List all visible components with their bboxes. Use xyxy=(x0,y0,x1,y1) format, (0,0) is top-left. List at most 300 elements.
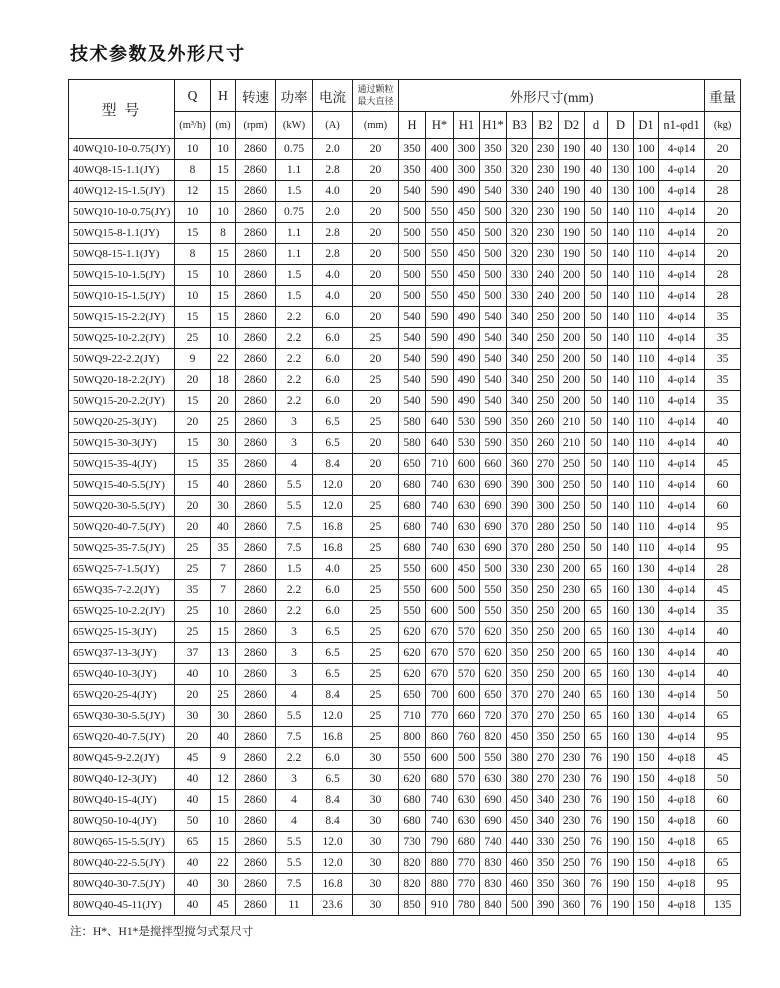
value-cell: 130 xyxy=(608,160,634,181)
value-cell: 680 xyxy=(399,517,426,538)
value-cell: 76 xyxy=(585,895,608,916)
value-cell: 20 xyxy=(353,454,399,475)
value-cell: 25 xyxy=(175,601,211,622)
value-cell: 65 xyxy=(585,706,608,727)
value-cell: 680 xyxy=(399,475,426,496)
value-cell: 20 xyxy=(211,391,236,412)
value-cell: 40 xyxy=(585,139,608,160)
value-cell: 110 xyxy=(634,265,659,286)
value-cell: 30 xyxy=(353,769,399,790)
unit-power: (kW) xyxy=(276,112,313,139)
value-cell: 350 xyxy=(507,601,533,622)
value-cell: 110 xyxy=(634,307,659,328)
value-cell: 590 xyxy=(426,391,454,412)
value-cell: 230 xyxy=(559,580,585,601)
value-cell: 65 xyxy=(585,727,608,748)
value-cell: 150 xyxy=(634,811,659,832)
value-cell: 130 xyxy=(634,601,659,622)
value-cell: 4.0 xyxy=(313,559,353,580)
value-cell: 270 xyxy=(533,748,559,769)
value-cell: 320 xyxy=(507,244,533,265)
value-cell: 10 xyxy=(175,202,211,223)
table-row xyxy=(69,832,741,853)
value-cell: 6.0 xyxy=(313,328,353,349)
value-cell: 10 xyxy=(211,328,236,349)
value-cell: 65 xyxy=(585,685,608,706)
value-cell: 450 xyxy=(454,244,480,265)
model-cell: 65WQ25-7-1.5(JY) xyxy=(69,559,175,580)
value-cell: 12 xyxy=(175,181,211,202)
value-cell: 740 xyxy=(426,811,454,832)
model-cell: 40WQ12-15-1.5(JY) xyxy=(69,181,175,202)
value-cell: 110 xyxy=(634,370,659,391)
value-cell: 690 xyxy=(480,475,507,496)
value-cell: 4-φ14 xyxy=(659,223,705,244)
value-cell: 760 xyxy=(454,727,480,748)
value-cell: 15 xyxy=(211,181,236,202)
value-cell: 65 xyxy=(585,643,608,664)
value-cell: 450 xyxy=(454,559,480,580)
value-cell: 8.4 xyxy=(313,811,353,832)
dim-header-bolt-holes: n1-φd1 xyxy=(659,112,705,139)
value-cell: 40 xyxy=(211,475,236,496)
value-cell: 10 xyxy=(175,139,211,160)
value-cell: 200 xyxy=(559,286,585,307)
value-cell: 7.5 xyxy=(276,727,313,748)
model-cell: 65WQ25-10-2.2(JY) xyxy=(69,601,175,622)
value-cell: 4-φ14 xyxy=(659,580,705,601)
value-cell: 25 xyxy=(175,622,211,643)
value-cell: 570 xyxy=(454,664,480,685)
value-cell: 380 xyxy=(507,748,533,769)
value-cell: 50 xyxy=(585,454,608,475)
value-cell: 150 xyxy=(634,832,659,853)
model-cell: 80WQ40-12-3(JY) xyxy=(69,769,175,790)
value-cell: 50 xyxy=(585,349,608,370)
value-cell: 590 xyxy=(426,370,454,391)
value-cell: 4-φ14 xyxy=(659,181,705,202)
value-cell: 140 xyxy=(608,475,634,496)
value-cell: 50 xyxy=(585,286,608,307)
value-cell: 140 xyxy=(608,307,634,328)
table-row xyxy=(69,139,741,160)
value-cell: 50 xyxy=(585,433,608,454)
value-cell: 620 xyxy=(480,643,507,664)
value-cell: 320 xyxy=(507,160,533,181)
value-cell: 140 xyxy=(608,244,634,265)
value-cell: 110 xyxy=(634,538,659,559)
value-cell: 2.2 xyxy=(276,601,313,622)
value-cell: 95 xyxy=(705,874,741,895)
value-cell: 700 xyxy=(426,685,454,706)
value-cell: 250 xyxy=(533,328,559,349)
value-cell: 10 xyxy=(211,265,236,286)
value-cell: 270 xyxy=(533,685,559,706)
value-cell: 4-φ14 xyxy=(659,559,705,580)
value-cell: 1.5 xyxy=(276,265,313,286)
value-cell: 76 xyxy=(585,874,608,895)
value-cell: 770 xyxy=(454,853,480,874)
value-cell: 260 xyxy=(533,412,559,433)
value-cell: 40 xyxy=(705,433,741,454)
value-cell: 230 xyxy=(533,559,559,580)
value-cell: 540 xyxy=(480,349,507,370)
value-cell: 250 xyxy=(559,454,585,475)
value-cell: 230 xyxy=(533,223,559,244)
value-cell: 840 xyxy=(480,895,507,916)
value-cell: 200 xyxy=(559,622,585,643)
value-cell: 160 xyxy=(608,664,634,685)
value-cell: 650 xyxy=(480,685,507,706)
value-cell: 150 xyxy=(634,874,659,895)
value-cell: 250 xyxy=(533,391,559,412)
value-cell: 2860 xyxy=(236,244,276,265)
value-cell: 2860 xyxy=(236,706,276,727)
value-cell: 20 xyxy=(175,412,211,433)
table-row xyxy=(69,433,741,454)
value-cell: 37 xyxy=(175,643,211,664)
value-cell: 40 xyxy=(585,160,608,181)
value-cell: 500 xyxy=(454,580,480,601)
value-cell: 16.8 xyxy=(313,727,353,748)
value-cell: 500 xyxy=(507,895,533,916)
value-cell: 50 xyxy=(705,769,741,790)
model-cell: 50WQ25-35-7.5(JY) xyxy=(69,538,175,559)
value-cell: 6.5 xyxy=(313,412,353,433)
value-cell: 500 xyxy=(399,244,426,265)
table-row xyxy=(69,349,741,370)
value-cell: 100 xyxy=(634,160,659,181)
dim-header-H: H xyxy=(399,112,426,139)
value-cell: 20 xyxy=(353,265,399,286)
unit-max-particle: (mm) xyxy=(353,112,399,139)
model-cell: 65WQ35-7-2.2(JY) xyxy=(69,580,175,601)
table-row xyxy=(69,244,741,265)
value-cell: 620 xyxy=(480,664,507,685)
value-cell: 130 xyxy=(608,139,634,160)
value-cell: 330 xyxy=(507,559,533,580)
value-cell: 20 xyxy=(353,181,399,202)
value-cell: 20 xyxy=(705,160,741,181)
value-cell: 780 xyxy=(454,895,480,916)
value-cell: 4-φ14 xyxy=(659,475,705,496)
value-cell: 540 xyxy=(480,307,507,328)
value-cell: 540 xyxy=(480,391,507,412)
value-cell: 210 xyxy=(559,433,585,454)
value-cell: 350 xyxy=(480,160,507,181)
model-cell: 50WQ9-22-2.2(JY) xyxy=(69,349,175,370)
value-cell: 2860 xyxy=(236,328,276,349)
value-cell: 8 xyxy=(175,160,211,181)
value-cell: 30 xyxy=(353,895,399,916)
value-cell: 50 xyxy=(585,202,608,223)
value-cell: 250 xyxy=(559,706,585,727)
value-cell: 690 xyxy=(480,496,507,517)
value-cell: 15 xyxy=(175,223,211,244)
value-cell: 140 xyxy=(608,223,634,244)
value-cell: 790 xyxy=(426,832,454,853)
value-cell: 140 xyxy=(608,538,634,559)
value-cell: 2860 xyxy=(236,727,276,748)
value-cell: 350 xyxy=(480,139,507,160)
unit-current: (A) xyxy=(313,112,353,139)
value-cell: 570 xyxy=(454,643,480,664)
value-cell: 140 xyxy=(608,286,634,307)
value-cell: 95 xyxy=(705,517,741,538)
dim-header-d: d xyxy=(585,112,608,139)
value-cell: 620 xyxy=(399,643,426,664)
value-cell: 150 xyxy=(634,748,659,769)
value-cell: 500 xyxy=(399,223,426,244)
value-cell: 3 xyxy=(276,622,313,643)
table-row xyxy=(69,223,741,244)
value-cell: 2860 xyxy=(236,874,276,895)
value-cell: 20 xyxy=(175,496,211,517)
model-cell: 50WQ15-10-1.5(JY) xyxy=(69,265,175,286)
model-cell: 65WQ40-10-3(JY) xyxy=(69,664,175,685)
value-cell: 4-φ18 xyxy=(659,748,705,769)
value-cell: 6.0 xyxy=(313,580,353,601)
model-cell: 65WQ37-13-3(JY) xyxy=(69,643,175,664)
value-cell: 190 xyxy=(608,790,634,811)
value-cell: 8 xyxy=(175,244,211,265)
dim-header-D1: D1 xyxy=(634,112,659,139)
value-cell: 25 xyxy=(353,601,399,622)
value-cell: 2.2 xyxy=(276,391,313,412)
value-cell: 190 xyxy=(608,895,634,916)
value-cell: 380 xyxy=(507,769,533,790)
value-cell: 270 xyxy=(533,769,559,790)
value-cell: 500 xyxy=(399,265,426,286)
value-cell: 6.0 xyxy=(313,601,353,622)
value-cell: 140 xyxy=(608,496,634,517)
value-cell: 30 xyxy=(211,706,236,727)
value-cell: 60 xyxy=(705,790,741,811)
value-cell: 240 xyxy=(533,181,559,202)
table-row xyxy=(69,391,741,412)
value-cell: 2860 xyxy=(236,223,276,244)
value-cell: 540 xyxy=(399,181,426,202)
header-row-labels xyxy=(69,80,741,112)
value-cell: 230 xyxy=(533,160,559,181)
value-cell: 110 xyxy=(634,391,659,412)
value-cell: 690 xyxy=(480,538,507,559)
table-row xyxy=(69,790,741,811)
value-cell: 40 xyxy=(705,664,741,685)
value-cell: 2860 xyxy=(236,433,276,454)
value-cell: 25 xyxy=(353,622,399,643)
value-cell: 20 xyxy=(353,244,399,265)
table-row xyxy=(69,517,741,538)
col-header-weight: 重量 xyxy=(705,80,741,112)
value-cell: 20 xyxy=(175,727,211,748)
value-cell: 65 xyxy=(585,580,608,601)
value-cell: 20 xyxy=(175,685,211,706)
value-cell: 240 xyxy=(533,286,559,307)
col-header-speed: 转速 xyxy=(236,80,276,112)
value-cell: 20 xyxy=(353,223,399,244)
value-cell: 4-φ18 xyxy=(659,874,705,895)
table-row xyxy=(69,685,741,706)
value-cell: 850 xyxy=(399,895,426,916)
value-cell: 12.0 xyxy=(313,496,353,517)
value-cell: 1.1 xyxy=(276,244,313,265)
value-cell: 4-φ14 xyxy=(659,517,705,538)
page-title: 技术参数及外形尺寸 xyxy=(70,44,246,64)
value-cell: 210 xyxy=(559,412,585,433)
value-cell: 490 xyxy=(454,391,480,412)
value-cell: 550 xyxy=(426,286,454,307)
value-cell: 580 xyxy=(399,412,426,433)
value-cell: 15 xyxy=(175,391,211,412)
model-cell: 50WQ15-40-5.5(JY) xyxy=(69,475,175,496)
value-cell: 500 xyxy=(480,223,507,244)
value-cell: 9 xyxy=(175,349,211,370)
value-cell: 350 xyxy=(507,622,533,643)
dim-header-H-star: H* xyxy=(426,112,454,139)
value-cell: 370 xyxy=(507,538,533,559)
value-cell: 16.8 xyxy=(313,538,353,559)
value-cell: 25 xyxy=(353,538,399,559)
value-cell: 4 xyxy=(276,811,313,832)
model-cell: 80WQ40-45-11(JY) xyxy=(69,895,175,916)
value-cell: 190 xyxy=(608,811,634,832)
value-cell: 600 xyxy=(426,748,454,769)
value-cell: 440 xyxy=(507,832,533,853)
value-cell: 240 xyxy=(533,265,559,286)
value-cell: 140 xyxy=(608,370,634,391)
model-cell: 50WQ15-30-3(JY) xyxy=(69,433,175,454)
value-cell: 4-φ14 xyxy=(659,601,705,622)
value-cell: 590 xyxy=(426,328,454,349)
value-cell: 160 xyxy=(608,706,634,727)
value-cell: 20 xyxy=(353,286,399,307)
value-cell: 40 xyxy=(175,664,211,685)
value-cell: 500 xyxy=(480,265,507,286)
value-cell: 2.2 xyxy=(276,370,313,391)
value-cell: 460 xyxy=(507,874,533,895)
value-cell: 140 xyxy=(608,349,634,370)
value-cell: 620 xyxy=(399,769,426,790)
value-cell: 2.8 xyxy=(313,223,353,244)
value-cell: 140 xyxy=(608,433,634,454)
value-cell: 15 xyxy=(211,790,236,811)
value-cell: 200 xyxy=(559,370,585,391)
value-cell: 540 xyxy=(399,328,426,349)
value-cell: 2860 xyxy=(236,265,276,286)
value-cell: 370 xyxy=(507,685,533,706)
value-cell: 50 xyxy=(585,328,608,349)
value-cell: 45 xyxy=(705,580,741,601)
value-cell: 340 xyxy=(507,349,533,370)
value-cell: 230 xyxy=(533,202,559,223)
value-cell: 76 xyxy=(585,853,608,874)
value-cell: 600 xyxy=(426,559,454,580)
value-cell: 110 xyxy=(634,244,659,265)
value-cell: 630 xyxy=(454,475,480,496)
col-group-dimensions: 外形尺寸(mm) xyxy=(399,80,705,112)
value-cell: 240 xyxy=(559,685,585,706)
value-cell: 670 xyxy=(426,622,454,643)
value-cell: 5.5 xyxy=(276,496,313,517)
value-cell: 15 xyxy=(175,265,211,286)
value-cell: 280 xyxy=(533,517,559,538)
value-cell: 590 xyxy=(480,412,507,433)
value-cell: 550 xyxy=(399,601,426,622)
value-cell: 65 xyxy=(585,601,608,622)
value-cell: 25 xyxy=(175,328,211,349)
model-cell: 80WQ40-15-4(JY) xyxy=(69,790,175,811)
value-cell: 15 xyxy=(175,454,211,475)
value-cell: 4.0 xyxy=(313,265,353,286)
value-cell: 20 xyxy=(353,139,399,160)
value-cell: 110 xyxy=(634,412,659,433)
value-cell: 4-φ14 xyxy=(659,349,705,370)
value-cell: 160 xyxy=(608,622,634,643)
value-cell: 4-φ18 xyxy=(659,811,705,832)
value-cell: 2860 xyxy=(236,160,276,181)
value-cell: 20 xyxy=(175,517,211,538)
col-header-max-particle: 通过颗粒最大直径 xyxy=(353,80,399,112)
value-cell: 4-φ14 xyxy=(659,622,705,643)
model-cell: 50WQ8-15-1.1(JY) xyxy=(69,244,175,265)
table-row xyxy=(69,538,741,559)
value-cell: 1.5 xyxy=(276,286,313,307)
value-cell: 690 xyxy=(480,517,507,538)
value-cell: 190 xyxy=(559,160,585,181)
value-cell: 200 xyxy=(559,328,585,349)
value-cell: 10 xyxy=(211,664,236,685)
value-cell: 6.5 xyxy=(313,643,353,664)
unit-head: (m) xyxy=(211,112,236,139)
dim-header-D2: D2 xyxy=(559,112,585,139)
model-cell: 80WQ40-30-7.5(JY) xyxy=(69,874,175,895)
table-row xyxy=(69,895,741,916)
value-cell: 500 xyxy=(480,202,507,223)
value-cell: 540 xyxy=(480,181,507,202)
value-cell: 160 xyxy=(608,727,634,748)
value-cell: 550 xyxy=(426,223,454,244)
value-cell: 160 xyxy=(608,685,634,706)
value-cell: 110 xyxy=(634,223,659,244)
value-cell: 860 xyxy=(426,727,454,748)
value-cell: 50 xyxy=(585,307,608,328)
value-cell: 600 xyxy=(426,601,454,622)
value-cell: 140 xyxy=(608,328,634,349)
value-cell: 500 xyxy=(399,286,426,307)
value-cell: 3 xyxy=(276,643,313,664)
value-cell: 2.2 xyxy=(276,580,313,601)
value-cell: 6.0 xyxy=(313,748,353,769)
value-cell: 300 xyxy=(533,475,559,496)
value-cell: 1.5 xyxy=(276,559,313,580)
value-cell: 40 xyxy=(175,895,211,916)
value-cell: 40 xyxy=(705,412,741,433)
value-cell: 190 xyxy=(608,874,634,895)
value-cell: 830 xyxy=(480,874,507,895)
value-cell: 2860 xyxy=(236,391,276,412)
value-cell: 25 xyxy=(353,580,399,601)
value-cell: 25 xyxy=(353,706,399,727)
model-cell: 50WQ15-8-1.1(JY) xyxy=(69,223,175,244)
value-cell: 65 xyxy=(585,622,608,643)
value-cell: 45 xyxy=(705,454,741,475)
value-cell: 740 xyxy=(480,832,507,853)
value-cell: 670 xyxy=(426,664,454,685)
value-cell: 12.0 xyxy=(313,832,353,853)
value-cell: 490 xyxy=(454,181,480,202)
value-cell: 600 xyxy=(454,454,480,475)
